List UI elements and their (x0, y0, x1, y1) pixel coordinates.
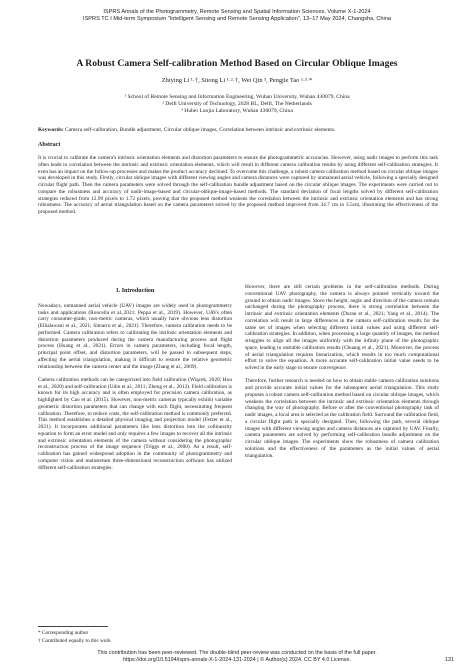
intro-paragraph: Therefore, further research is needed on how to obtain stable camera calibration solutions and provide accurate initial values for the subsequent aerial triangulation. This study proposes a robust camera self-calibration method based on circular oblique images, which weakens the correlation between the intrinsic and extrinsic orientation elements through changing the way of photography. Before or after the conventional photography task of nadir images, a local area is selected as the calibration field. Surround the calibration field, a circular flight path is specially designed. Then, following the path, several oblique images with different viewing angles and camera distances are captured by UAV. Finally, camera parameters are solved by performing self-calibration bundle adjustment on the circular oblique images. The experiments show the robustness of camera calibration solutions and the effectiveness of the parameters as the initial values of aerial triangulation. (245, 378, 439, 459)
abstract-heading: Abstract (38, 142, 61, 148)
journal-header-line-2: ISPRS TC I Mid-term Symposium "Intelligent Sensing and Remote Sensing Application", 13–17 May 2024, Changsha, China (83, 16, 391, 22)
journal-header (0, 9, 474, 23)
page-footer (0, 650, 474, 664)
abstract-text: It is crucial to calibrate the camera's intrinsic orientation elements and distortion parameters to ensure the photogrammetric accuracies. However, using nadir images to perform this task often leads to correlation between the intrinsic and extrinsic orientation elements, which will result in different camera calibration results by using different self-calibration strategies. It even has an impact on the follow-up processes and makes the product accuracy declined. To overcome this challenge, a robust camera calibration method based on circular oblique images was developed in this study. Firstly, circular oblique images with different viewing angles and camera distances were captured by unmanned aerial vehicle, following a specially designed circular flight path. Then the camera parameters were solved through the self-calibration bundle adjustment based on the circular oblique images. The experiments were carried out to compare the robustness and accuracy of nadir-image-based and circular-oblique-image-based methods. The standard deviation of focal lengths solved by different self-calibration strategies reduced from 12.99 pixels to 1.72 pixels, proving that the proposed method weakens the correlation between the intrinsic and extrinsic orientation elements and has strong robustness. The accuracy of aerial triangulation based on the camera parameters solved by the proposed method improved from 34.7 cm to 3.5cm, illustrating the effectiveness of the proposed method. (38, 155, 439, 215)
footnote-divider (38, 626, 108, 627)
affiliations (0, 94, 474, 115)
footer-peer-review-note: This contribution has been peer-reviewed. The double-blind peer-review was conducted on the basis of the full paper. (97, 650, 377, 656)
footnote-equal-contribution: † Contributed equally to this work (38, 638, 111, 644)
journal-header-line-1: ISPRS Annals of the Photogrammetry, Remote Sensing and Spatial Information Sciences, Volume X-1-2024 (103, 9, 371, 15)
keywords-text: Camera self-calibration, Bundle adjustment, Circular oblique images, Correlation between intrinsic and extrinsic elements. (65, 127, 336, 133)
affiliation-3: ³ Hubei Luojia Laboratory, Wuhan 430079, China (181, 108, 293, 115)
keywords (38, 127, 438, 134)
affiliation-1: ¹ School of Remote Sensing and Information Engineering, Wuhan University, Wuhan 430079, China (124, 94, 350, 100)
intro-paragraph: Nowadays, unmanned aerial vehicle (UAV) images are widely used in photogrammetry tasks and applications (Roncella et al.,2021; Peppa et al., 2019). However, UAVs often carry consumer-grade, non-metric cameras, which usually have obvious lens distortion (Elhalawani et al., 2021; Simarro et al., 2021). Therefore, camera calibration needs to be performed. Camera calibration refers to calibrating the intrinsic orientation elements and distortion parameters produced during the camera manufacturing process and flight process (Huang et al., 2021). Errors in camera parameters, including focal length, principal point offset, and distortion parameters, will be passed to subsequent steps, affecting the aerial triangulation, making it difficult to restore the relative geometric relationship between the camera center and the image (Zhang et al., 2009). (38, 302, 232, 370)
intro-paragraph: However, there are still certain problems in the self-calibration methods. During conventional UAV photography, the camera is always pointed vertically toward the ground to obtain nadir images. Since the height, angle and direction of the camera remain unchanged during the photography process, there is strong correlation between the intrinsic and extrinsic orientation elements (Duran et al., 2021; Yang et al., 2014). The correlation will result in large differences in the camera self-calibration results for the same set of images when selecting different initial values and using different self-calibration strategies. In addition, when processing a large quantity of images, the method struggles to align all the images uniformly with the infinity plane of the photographic space, leading to unstable calibration results (Chuang et al., 2021). Moreover, the process of aerial triangulation requires linearization, which results in too much computational effort to solve the equation. A more accurate self-calibration initial value needs to be solved in the early stage to ensure convergence. (245, 284, 439, 371)
page-number: 131 (445, 657, 454, 663)
paper-title: A Robust Camera Self-calibration Method Based on Circular Oblique Images (76, 58, 398, 69)
author-list: Zhiying Li ¹·†, Sitong Li ¹·²·†, Wei Qin ³, Pengjie Tao ¹·³·* (161, 77, 313, 84)
keywords-label: Keywords: (38, 127, 64, 133)
footnote-corresponding: * Corresponding author (38, 630, 89, 636)
footer-doi-license[interactable]: https://doi.org/10.5194/isprs-annals-X-1-2024-131-2024 | © Author(s) 2024. CC BY 4.0 License. (123, 657, 351, 663)
section-heading-introduction: 1. Introduction (115, 288, 155, 294)
footnotes (38, 629, 111, 645)
intro-paragraph: Camera calibration methods can be categorized into field calibration (Wiącek, 2020; Hou et al., 2020) and self-calibration (Udin et al., 2011; Zheng et al., 2012). Field calibration is known for its high accuracy and is often employed for precision camera calibration, as highlighted by Cao et al. (2015). However, non-metric cameras typically exhibit variable geometric distortion parameters that can change with each flight, necessitating frequent calibration. Therefore, to reduce costs, the self-calibration method is commonly preferred. This method establishes a detailed physical imaging and projection model (Fetzer et al., 2021). It incorporates additional parameters like lens distortion into the collinearity equation to form an error model and only requires a few images to recover all the intrinsic and extrinsic orientation elements of the camera without considering the photographic reconstruction process of the image sequence (Triggs et al., 2000). As a result, self-calibration has gained widespread adoption in the community of photogrammetry and computer vision and mainstream three-dimensional reconstruction software has utilized different self-calibration strategies. (38, 376, 232, 471)
affiliation-2: ² Delft University of Technology, 2628 BL, Delft, The Netherlands (162, 101, 312, 108)
right-column (245, 284, 439, 466)
left-column (38, 288, 232, 478)
